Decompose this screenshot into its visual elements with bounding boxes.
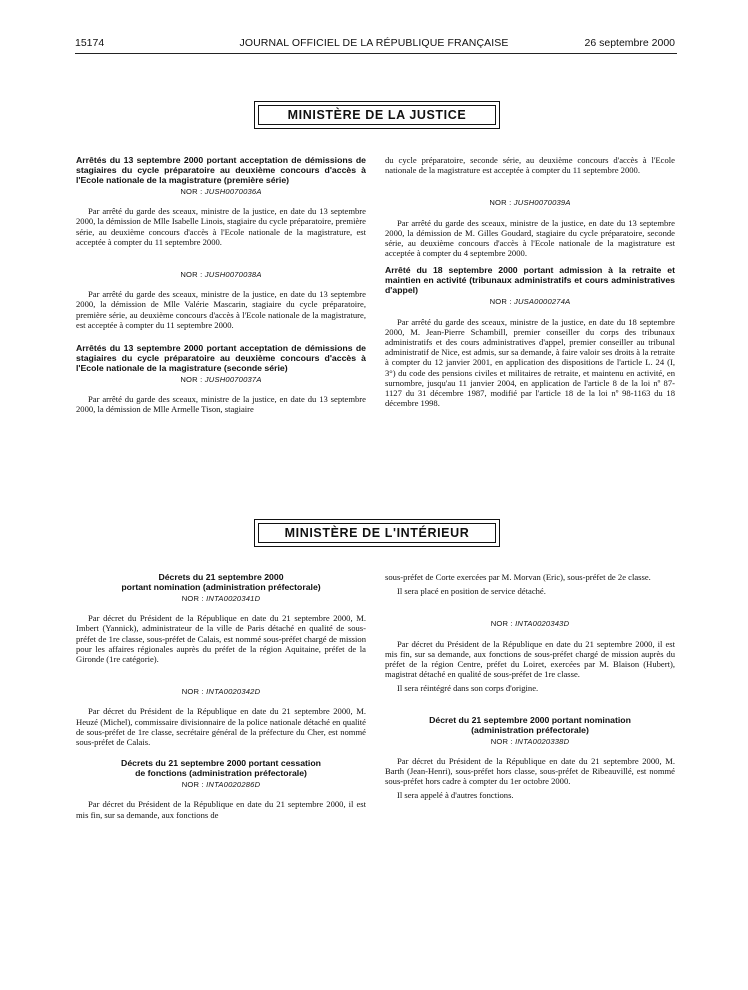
decree-title: Arrêté du 18 septembre 2000 portant admission à la retraite et maintien en activité (tribunaux administratifs et cours administratives d'appel) (385, 265, 675, 296)
decree-title: Arrêtés du 13 septembre 2000 portant acceptation de démissions de stagiaires du cycle préparatoire au deuxième concours d'accès à l'Ecole nationale de la magistrature (seconde série) (76, 343, 366, 374)
journal-title: JOURNAL OFFICIEL DE LA RÉPUBLIQUE FRANÇAISE (239, 37, 509, 49)
nor-reference: NOR : JUSA0000274A (489, 297, 571, 307)
nor-reference: NOR : INTA0020341D (181, 594, 261, 603)
nor-reference: NOR : JUSH0070039A (489, 198, 571, 208)
decree-title: Décrets du 21 septembre 2000 portant cessation de fonctions (administration préfectorale) (121, 758, 321, 779)
decree-text: Il sera réintégré dans son corps d'origine. (397, 683, 539, 694)
nor-reference: NOR : INTA0020343D (490, 619, 570, 629)
nor-reference: NOR : INTA0020342D (181, 687, 261, 697)
ministry-heading-justice (258, 105, 496, 125)
nor-reference: NOR : INTA0020338D (490, 736, 570, 746)
decree-text: Par arrêté du garde des sceaux, ministre de la justice, en date du 13 septembre 2000, la démission de Mlle Isabelle Linois, stagiaire du cycle préparatoire, première série, au deuxième concours d'accès à l'Ecole nationale de la magistrature, est acceptée à compter du 11 septembre 2000. (76, 206, 366, 247)
decree-text: Il sera placé en position de service détaché. (397, 586, 546, 597)
decree-text: Par arrêté du garde des sceaux, ministre de la justice, en date du 13 septembre 2000, la démission de Mlle Armelle Tison, stagiaire (76, 394, 366, 415)
decree-text: du cycle préparatoire, seconde série, au deuxième concours d'accès à l'Ecole nationale de la magistrature est acceptée à compter du 11 septembre 2000. (385, 155, 675, 176)
ministry-title: MINISTÈRE DE LA JUSTICE (287, 108, 467, 122)
interieur-left-column (76, 572, 366, 827)
decree-title: Décret du 21 septembre 2000 portant nomination (administration préfectorale) (429, 714, 631, 735)
decree-text: Par arrêté du garde des sceaux, ministre de la justice, en date du 13 septembre 2000, la démission de M. Gilles Goudard, stagiaire du cycle préparatoire, seconde série, au deuxième concours d'accès à l'Ecole nationale de la magistrature est acceptée à compter du 4 septembre 2000. (385, 217, 675, 259)
decree-text: Par décret du Président de la République en date du 21 septembre 2000, il est mis fin, sur sa demande, aux fonctions de (76, 799, 366, 820)
header-rule (75, 53, 677, 54)
decree-text: Par décret du Président de la République en date du 21 septembre 2000, il est mis fin, sur sa demande, aux fonctions de sous-préfet chargé de mission auprès du préfet de la région Centre, préfet du Loiret, exercées par M. Blaison (Hubert), magistrat détaché en qualité de sous-préfet de 1re classe. (385, 638, 675, 680)
page-number: 15174 (75, 37, 105, 49)
nor-reference: NOR : JUSH0070038A (180, 270, 262, 280)
nor-reference: NOR : JUSH0070037A (180, 375, 262, 385)
issue-date: 26 septembre 2000 (584, 37, 675, 49)
decree-text: sous-préfet de Corte exercées par M. Morvan (Eric), sous-préfet de 2e classe. (385, 572, 651, 582)
nor-reference: NOR : INTA0020286D (181, 780, 261, 790)
ministry-heading-interieur (258, 523, 496, 543)
interieur-right-column (385, 572, 675, 808)
page-header (0, 37, 748, 51)
decree-text: Par décret du Président de la République en date du 21 septembre 2000, M. Imbert (Yannick), administrateur de la ville de Paris détaché en qualité de sous-préfet de 1re classe, sous-préfet de Calais, est nommé sous-préfet chargé de mission pour les affaires régionales auprès du préfet de la région Aquitaine, préfet de la Gironde (1re catégorie). (76, 613, 366, 665)
justice-left-column (76, 155, 366, 422)
decree-title: Décrets du 21 septembre 2000 portant nomination (administration préfectorale) (121, 572, 321, 592)
decree-text: Il sera appelé à d'autres fonctions. (397, 790, 514, 801)
decree-text: Par décret du Président de la République en date du 21 septembre 2000, M. Heuzé (Michel), commissaire divisionnaire de la police nationale détaché en qualité de sous-préfet de 1re classe, secrétaire général de la préfecture du Cher, est nommé sous-préfet de Calais. (76, 706, 366, 748)
decree-title: Arrêtés du 13 septembre 2000 portant acceptation de démissions de stagiaires du cycle préparatoire au deuxième concours d'accès à l'Ecole nationale de la magistrature (première série) (76, 155, 366, 185)
decree-text: Par décret du Président de la République en date du 21 septembre 2000, M. Barth (Jean-Henri), sous-préfet hors classe, sous-préfet de Ribeauvillé, est nommé sous-préfet hors cadre à compter du 1er octobre 2000. (385, 755, 675, 787)
nor-reference: NOR : JUSH0070036A (180, 187, 262, 196)
decree-text: Par arrêté du garde des sceaux, ministre de la justice, en date du 13 septembre 2000, la démission de Mlle Valérie Mascarin, stagiaire du cycle préparatoire, première série, au deuxième concours d'accès à l'Ecole nationale de la magistrature, est acceptée à compter du 11 septembre 2000. (76, 289, 366, 330)
ministry-title: MINISTÈRE DE L'INTÉRIEUR (284, 526, 470, 540)
decree-text: Par arrêté du garde des sceaux, ministre de la justice, en date du 18 septembre 2000, M. Jean-Pierre Schambill, premier conseiller du corps des tribunaux administratifs et des cours administratives d'appel, premier conseiller au tribunal administratif de Nice, est admis, sur sa demande, à faire valoir ses droits à la retraite à compter du 12 janvier 2001, en application des dispositions de l'article L. 24 (I, 3°) du code des pensions civiles et militaires de retraite, et maintenu en activité, en surnombre, jusqu'au 11 janvier 2004, en application de l'article 8 de la loi nº 87-1127 du 31 décembre 1987, modifié par l'article 18 de la loi nº 98-1163 du 18 décembre 1998. (385, 316, 675, 409)
justice-right-column (385, 155, 675, 415)
